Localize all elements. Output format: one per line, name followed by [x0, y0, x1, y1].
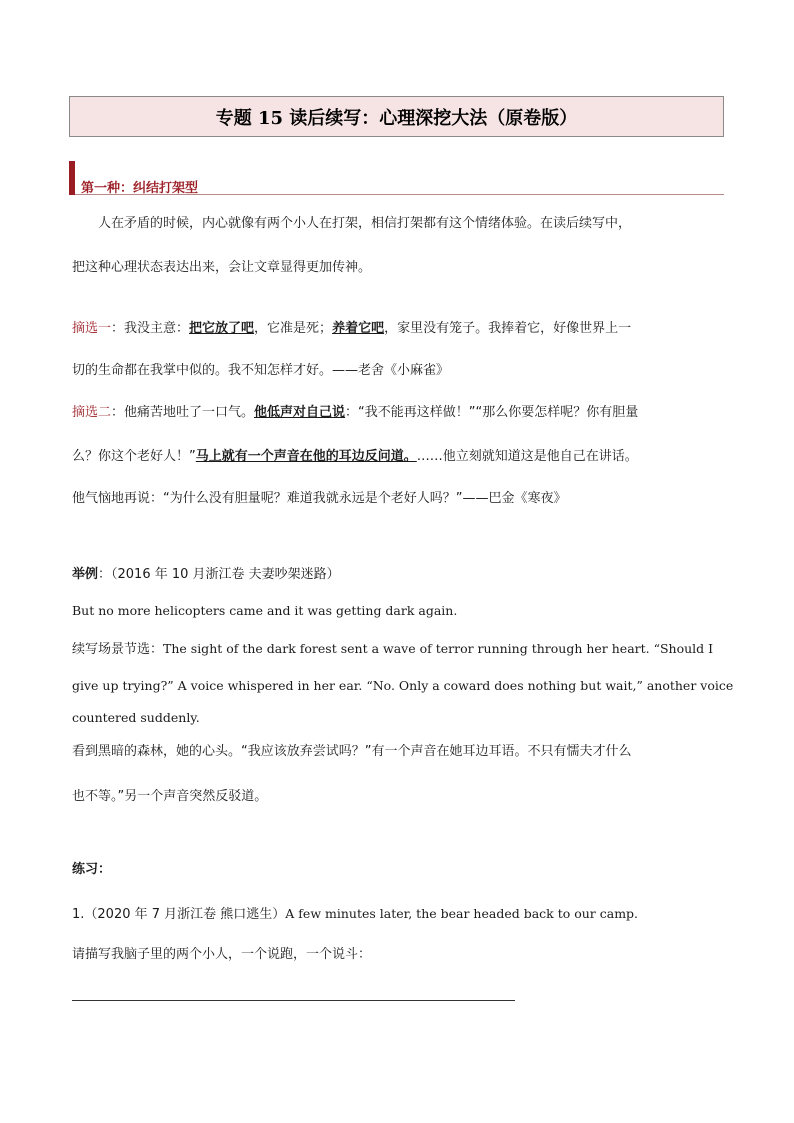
excerpt-2-line-3: 他气恼地再说：“为什么没有胆量呢？难道我就永远是个老好人吗？”——巴金《寒夜》 [72, 491, 567, 506]
example-en-line-3: give up trying?” A voice whispered in her ear. “No. Only a coward does nothing but wait,” another voice [72, 678, 734, 693]
highlight-phrase: 把它放了吧 [189, 321, 255, 336]
intro-line-2: 把这种心理状态表达出来，会让文章显得更加传神。 [72, 260, 372, 275]
practice-heading: 练习： [72, 862, 112, 877]
excerpt-1-line-2: 切的生命都在我掌中似的。我不知怎样才好。——老舍《小麻雀》 [72, 363, 450, 378]
excerpt-2-label: 摘选二 [72, 405, 112, 420]
example-en-line-4: countered suddenly. [72, 710, 200, 725]
page-title: 专题 15 读后续写：心理深挖大法（原卷版） [69, 96, 724, 137]
scene-label: 续写场景节选： [72, 642, 164, 657]
example-zh-line-2: 也不等。”另一个声音突然反驳道。 [72, 789, 268, 804]
section-label: 第一种：纠结打架型 [81, 181, 199, 196]
example-zh-line-1: 看到黑暗的森林，她的心头。“我应该放弃尝试吗？”有一个声音在她耳边耳语。不只有懦夫才什么 [72, 744, 632, 759]
excerpt-2-line-2: 么？你这个老好人！”马上就有一个声音在他的耳边反问道。……他立刻就知道这是他自己在讲话。 [72, 449, 638, 464]
highlight-phrase: 马上就有一个声音在他的耳边反问道。 [195, 449, 417, 464]
practice-prompt: 请描写我脑子里的两个小人，一个说跑，一个说斗： [72, 947, 372, 962]
example-label: 举例 [72, 567, 99, 582]
excerpt-2-line-1: 摘选二：他痛苦地吐了一口气。他低声对自己说：“我不能再这样做！”“那么你要怎样呢？你有胆量 [72, 405, 639, 420]
example-en-line-1: But no more helicopters came and it was getting dark again. [72, 603, 458, 618]
intro-line-1: 人在矛盾的时候，内心就像有两个小人在打架，相信打架都有这个情绪体验。在读后续写中， [98, 216, 632, 231]
example-scene-line-1: 续写场景节选：The sight of the dark forest sent a wave of terror running through her heart. “Should I [72, 641, 714, 657]
highlight-phrase: 他低声对自己说 [254, 405, 346, 420]
example-heading: 举例：（2016 年 10 月浙江卷 夫妻吵架迷路） [72, 567, 340, 582]
section-bar [69, 161, 75, 195]
excerpt-1-line-1: 摘选一：我没主意：把它放了吧，它准是死；养着它吧，家里没有笼子。我捧着它，好像世界上一 [72, 321, 632, 336]
answer-line[interactable] [72, 1000, 515, 1001]
practice-question-1: 1.（2020 年 7 月浙江卷 熊口逃生）A few minutes later, the bear headed back to our camp. [72, 906, 639, 922]
highlight-phrase: 养着它吧 [332, 321, 385, 336]
excerpt-1-label: 摘选一 [72, 321, 112, 336]
section-heading [69, 161, 724, 195]
